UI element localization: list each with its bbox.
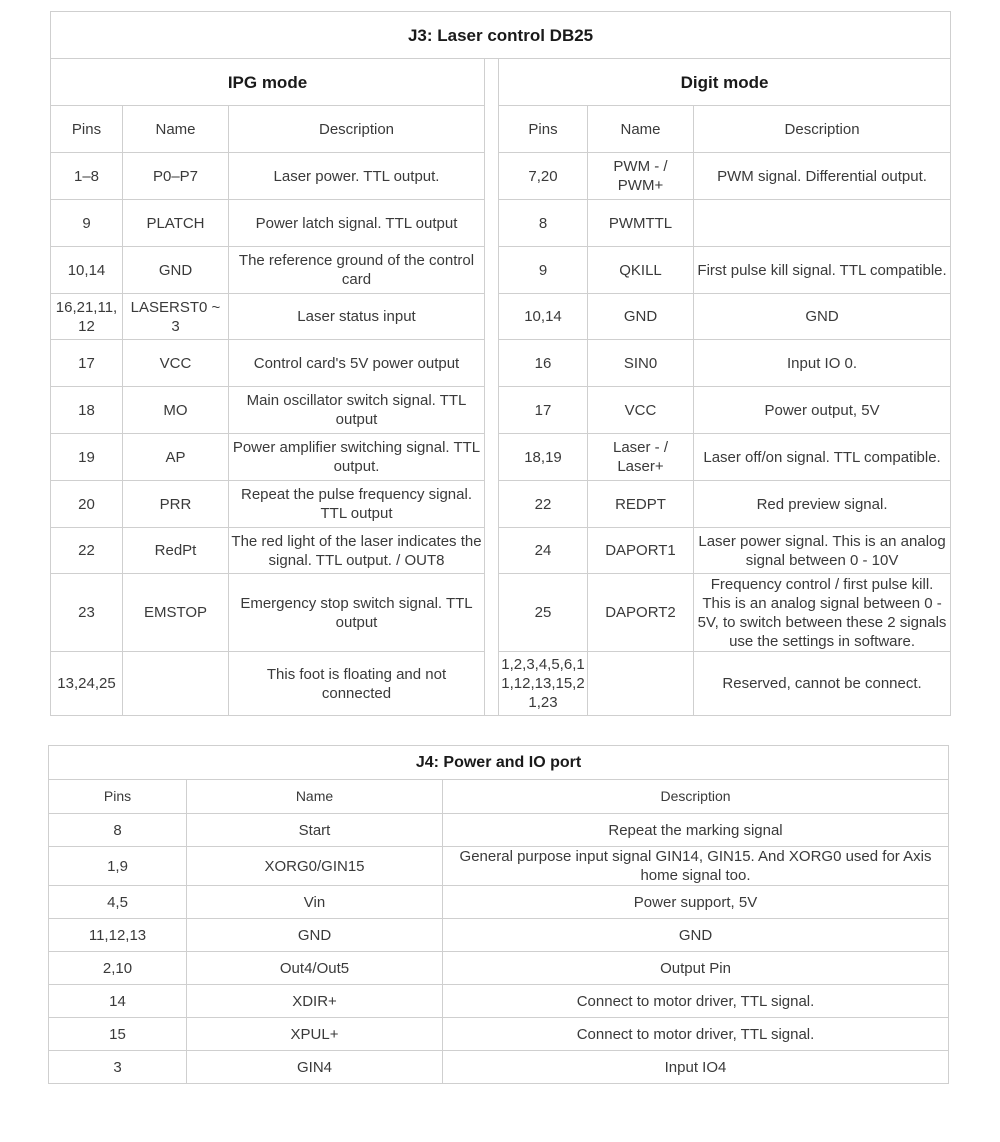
digit-description-cell: Reserved, cannot be connect. [694, 652, 951, 716]
table-row [49, 1051, 949, 1084]
ipg-description-cell: Power latch signal. TTL output [229, 200, 485, 247]
laser-control-title: J3: Laser control DB25 [51, 12, 951, 59]
digit-name-cell: PWMTTL [588, 200, 694, 247]
power-io-description-cell: Input IO4 [443, 1051, 949, 1084]
digit-pins-cell: 8 [499, 200, 588, 247]
ipg-name-cell: LASERST0 ~ 3 [123, 294, 229, 340]
power-io-pins-cell: 2,10 [49, 952, 187, 985]
digit-pins-cell: 22 [499, 481, 588, 528]
table-row [51, 481, 951, 528]
table-row [51, 652, 951, 716]
ipg-pins-cell: 18 [51, 387, 123, 434]
ipg-name-cell: PRR [123, 481, 229, 528]
digit-name-cell: GND [588, 294, 694, 340]
ipg-mode-heading: IPG mode [51, 59, 485, 106]
table-row [49, 985, 949, 1018]
digit-description-cell: PWM signal. Differential output. [694, 153, 951, 200]
ipg-name-cell: EMSTOP [123, 574, 229, 652]
ipg-column-header: Name [123, 106, 229, 153]
ipg-pins-cell: 17 [51, 340, 123, 387]
ipg-description-cell: Laser status input [229, 294, 485, 340]
power-io-column-header: Description [443, 780, 949, 814]
power-io-column-header: Name [187, 780, 443, 814]
digit-pins-cell: 1,2,3,4,5,6,11,12,13,15,21,23 [499, 652, 588, 716]
digit-pins-cell: 16 [499, 340, 588, 387]
digit-description-cell: Laser power signal. This is an analog signal between 0 - 10V [694, 528, 951, 574]
ipg-name-cell: AP [123, 434, 229, 481]
digit-pins-cell: 17 [499, 387, 588, 434]
ipg-pins-cell: 22 [51, 528, 123, 574]
ipg-pins-cell: 1–8 [51, 153, 123, 200]
digit-mode-heading: Digit mode [499, 59, 951, 106]
ipg-description-cell: Power amplifier switching signal. TTL output. [229, 434, 485, 481]
power-io-description-cell: Output Pin [443, 952, 949, 985]
table-row [49, 919, 949, 952]
power-io-description-cell: Connect to motor driver, TTL signal. [443, 1018, 949, 1051]
power-io-description-cell: Connect to motor driver, TTL signal. [443, 985, 949, 1018]
table-row [49, 814, 949, 847]
ipg-description-cell: Repeat the pulse frequency signal. TTL output [229, 481, 485, 528]
power-io-description-cell: Repeat the marking signal [443, 814, 949, 847]
ipg-pins-cell: 19 [51, 434, 123, 481]
power-io-name-cell: GIN4 [187, 1051, 443, 1084]
power-io-pins-cell: 1,9 [49, 847, 187, 886]
column-header-row [49, 780, 949, 814]
ipg-description-cell: This foot is floating and not connected [229, 652, 485, 716]
digit-name-cell: SIN0 [588, 340, 694, 387]
power-io-name-cell: GND [187, 919, 443, 952]
ipg-name-cell: RedPt [123, 528, 229, 574]
digit-name-cell: PWM - / PWM+ [588, 153, 694, 200]
ipg-name-cell [123, 652, 229, 716]
table-row [51, 528, 951, 574]
digit-name-cell: VCC [588, 387, 694, 434]
power-io-name-cell: XORG0/GIN15 [187, 847, 443, 886]
ipg-description-cell: Laser power. TTL output. [229, 153, 485, 200]
digit-pins-cell: 18,19 [499, 434, 588, 481]
digit-description-cell: Power output, 5V [694, 387, 951, 434]
ipg-pins-cell: 13,24,25 [51, 652, 123, 716]
power-io-pins-cell: 14 [49, 985, 187, 1018]
table-row [51, 387, 951, 434]
digit-column-header: Description [694, 106, 951, 153]
power-io-description-cell: Power support, 5V [443, 886, 949, 919]
power-io-name-cell: XPUL+ [187, 1018, 443, 1051]
table-row [51, 340, 951, 387]
digit-description-cell [694, 200, 951, 247]
ipg-column-header: Description [229, 106, 485, 153]
digit-description-cell: Frequency control / first pulse kill. This is an analog signal between 0 - 5V, to switch between these 2 signals use the settings in software. [694, 574, 951, 652]
ipg-description-cell: Main oscillator switch signal. TTL output [229, 387, 485, 434]
digit-pins-cell: 7,20 [499, 153, 588, 200]
power-io-name-cell: Vin [187, 886, 443, 919]
power-io-pins-cell: 3 [49, 1051, 187, 1084]
ipg-description-cell: Emergency stop switch signal. TTL output [229, 574, 485, 652]
digit-description-cell: Red preview signal. [694, 481, 951, 528]
digit-description-cell: Input IO 0. [694, 340, 951, 387]
digit-name-cell: REDPT [588, 481, 694, 528]
table-row [51, 247, 951, 294]
power-io-pins-cell: 8 [49, 814, 187, 847]
table-row [51, 200, 951, 247]
ipg-name-cell: P0–P7 [123, 153, 229, 200]
ipg-name-cell: PLATCH [123, 200, 229, 247]
ipg-column-header: Pins [51, 106, 123, 153]
power-io-table [48, 745, 949, 1084]
power-io-description-cell: GND [443, 919, 949, 952]
digit-description-cell: First pulse kill signal. TTL compatible. [694, 247, 951, 294]
power-io-column-header: Pins [49, 780, 187, 814]
digit-column-header: Pins [499, 106, 588, 153]
ipg-pins-cell: 20 [51, 481, 123, 528]
power-io-pins-cell: 4,5 [49, 886, 187, 919]
power-io-name-cell: Out4/Out5 [187, 952, 443, 985]
power-io-description-cell: General purpose input signal GIN14, GIN15. And XORG0 used for Axis home signal too. [443, 847, 949, 886]
digit-name-cell: QKILL [588, 247, 694, 294]
digit-column-header: Name [588, 106, 694, 153]
table-row [51, 294, 951, 340]
power-io-name-cell: XDIR+ [187, 985, 443, 1018]
digit-pins-cell: 10,14 [499, 294, 588, 340]
digit-description-cell: Laser off/on signal. TTL compatible. [694, 434, 951, 481]
table-row [49, 952, 949, 985]
power-io-pins-cell: 15 [49, 1018, 187, 1051]
ipg-name-cell: MO [123, 387, 229, 434]
table-row [49, 847, 949, 886]
ipg-pins-cell: 9 [51, 200, 123, 247]
column-header-row [51, 106, 951, 153]
digit-pins-cell: 25 [499, 574, 588, 652]
digit-pins-cell: 24 [499, 528, 588, 574]
table-row [49, 1018, 949, 1051]
digit-pins-cell: 9 [499, 247, 588, 294]
digit-description-cell: GND [694, 294, 951, 340]
digit-name-cell: Laser - / Laser+ [588, 434, 694, 481]
ipg-name-cell: VCC [123, 340, 229, 387]
power-io-title: J4: Power and IO port [49, 746, 949, 780]
digit-name-cell: DAPORT2 [588, 574, 694, 652]
table-row [51, 153, 951, 200]
power-io-pins-cell: 11,12,13 [49, 919, 187, 952]
ipg-pins-cell: 16,21,11,12 [51, 294, 123, 340]
digit-name-cell: DAPORT1 [588, 528, 694, 574]
laser-control-table [50, 11, 951, 716]
ipg-name-cell: GND [123, 247, 229, 294]
ipg-pins-cell: 10,14 [51, 247, 123, 294]
ipg-description-cell: The red light of the laser indicates the signal. TTL output. / OUT8 [229, 528, 485, 574]
digit-name-cell [588, 652, 694, 716]
table-divider [485, 59, 499, 716]
table-row [51, 574, 951, 652]
table-row [51, 434, 951, 481]
ipg-description-cell: Control card's 5V power output [229, 340, 485, 387]
power-io-name-cell: Start [187, 814, 443, 847]
ipg-pins-cell: 23 [51, 574, 123, 652]
table-row [49, 886, 949, 919]
ipg-description-cell: The reference ground of the control card [229, 247, 485, 294]
